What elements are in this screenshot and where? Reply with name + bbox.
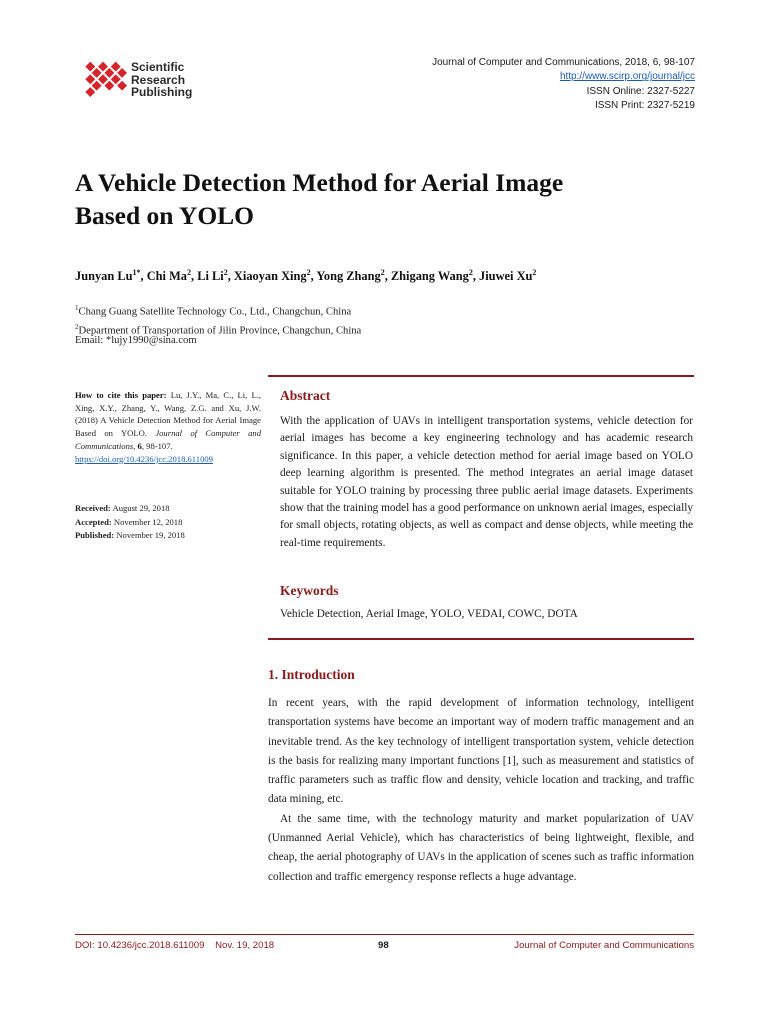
- author-affiliation-mark: 2: [532, 268, 537, 277]
- received-date: [75, 502, 185, 516]
- author-list: Junyan $Lu^{1*}$, Chi Ma$^2$, Li Li$^2$, Xiaoyan Xing$^2$, Yong Zhang$^2$, Zhigang Wang$^2$, Jiuwei Xu$^2$: [75, 268, 537, 284]
- published-date: [75, 529, 185, 543]
- cite-journal: Journal of Computer and Communications: [75, 428, 261, 451]
- journal-url-link[interactable]: http://www.scirp.org/journal/jcc: [559, 71, 695, 83]
- title-line: Based on YOLO: [75, 201, 255, 230]
- section-divider: [268, 375, 694, 377]
- published-value: November 19, 2018: [116, 530, 185, 540]
- accepted-date: [75, 516, 185, 530]
- paragraph: In recent years, with the rapid development of information technology, intelligent transportation systems have become an important way of modern traffic management and an inevitable trend. As the key technology of intelligent transportation system, vehicle detection is the basis for realizing many important functions [1], such as measurement and statistics of traffic parameters such as traffic flow and density, vehicle location and tracking, and traffic data mining, etc.: [268, 697, 694, 806]
- footer-doi-date: [75, 940, 274, 951]
- issn-print: ISSN Print: 2327-5219: [594, 100, 695, 112]
- affiliation-text: Chang Guang Satellite Technology Co., Ltd., Changchun, China: [78, 306, 352, 318]
- author-name: Xiaoyan Xing: [233, 269, 307, 284]
- author-affiliation-mark: 2: [380, 268, 385, 277]
- abstract-text: With the application of UAVs in intelligent transportation systems, vehicle detection for aerial images has become a key engineering technology and has academic research significance. In this paper, a vehicle detection method for aerial image based on YOLO deep learning algorithm is presented. The method integrates an aerial image dataset suitable for YOLO training by processing three public aerial image datasets. Experiments show that the training model has a good performance on unknown aerial images, especially for small objects, rotating objects, as well as compact and dense objects, while meeting the real-time requirements.: [280, 415, 693, 549]
- published-label: Published:: [75, 530, 115, 540]
- contact-email: Email: *lujy1990@sina.com: [75, 335, 197, 346]
- paragraph: At the same time, with the technology maturity and market popularization of UAV (Unmanned Aerial Vehicle), which has characteristics of being lightweight, flexible, and cheap, the aerial photography of UAVs in the application of scenes such as traffic information collection and traffic emergency response reflects a huge advantage.: [268, 812, 694, 883]
- doi-link[interactable]: https://doi.org/10.4236/jcc.2018.611009: [75, 453, 213, 464]
- author: [316, 269, 384, 283]
- publication-dates: [75, 502, 185, 543]
- introduction-body: [268, 694, 694, 887]
- received-label: Received:: [75, 503, 111, 513]
- cite-label: How to cite this paper:: [75, 390, 167, 400]
- author: [479, 269, 536, 283]
- keywords-heading: Keywords: [280, 583, 339, 598]
- publisher-name: [131, 61, 192, 99]
- author-name: Jiuwei Xu: [479, 269, 533, 284]
- section-divider: [268, 638, 694, 640]
- accepted-label: Accepted:: [75, 516, 112, 527]
- page-number: 98: [378, 940, 389, 951]
- how-to-cite: How to cite this paper: Lu, J.Y., Ma, C., Li, L., Xing, X.Y., Zhang, Y., Wang, Z.G. and Xu, J.W. (2018) A Vehicle Detection Method for Aerial Image Based on YOLO. Journal of Computer and Communications, 6, 98-107. https://doi.org/10.4236/jcc.2018.611009: [75, 390, 261, 464]
- journal-citation: Journal of Computer and Communications, 2018, 6, 98-107: [432, 57, 695, 68]
- author-affiliation-mark: 2: [223, 268, 228, 277]
- author-affiliation-mark: 2: [468, 268, 473, 277]
- author: [234, 269, 311, 283]
- author-name: Li Li: [197, 269, 224, 284]
- author: [391, 269, 473, 283]
- author-name: Zhigang Wang: [390, 269, 469, 284]
- author-affiliation-mark: 2: [187, 268, 191, 277]
- author-affiliation-mark: 1*: [132, 268, 141, 277]
- cite-pages: , 98-107.: [141, 440, 173, 451]
- footer-doi: DOI: 10.4236/jcc.2018.611009: [75, 940, 205, 951]
- paper-title: [75, 166, 695, 232]
- affiliation-list: [75, 301, 361, 339]
- publisher-line: Publishing: [131, 85, 193, 99]
- cite-volume: 6: [137, 440, 142, 451]
- author-name: Yong Zhang: [316, 269, 381, 284]
- publisher-line: Research: [131, 72, 186, 87]
- received-value: August 29, 2018: [112, 503, 170, 513]
- accepted-value: November 12, 2018: [113, 516, 183, 527]
- footer-journal: Journal of Computer and Communications: [514, 940, 694, 951]
- author-affiliation-mark: 2: [306, 268, 311, 277]
- author-name: Junyan Lu: [75, 269, 133, 284]
- abstract-heading: Abstract: [280, 388, 331, 403]
- author: [75, 269, 141, 283]
- affiliation-text: Department of Transportation of Jilin Province, Changchun, China: [78, 325, 362, 337]
- author: [147, 269, 191, 283]
- publisher-line: Scientific: [131, 60, 185, 74]
- affiliation-mark: 2: [75, 323, 79, 332]
- cite-text: Lu, J.Y., Ma, C., Li, L., Xing, X.Y., Zhang, Y., Wang, Z.G. and Xu, J.W. (2018) A Vehicle Detection Method for Aerial Image Based on YOLO.: [75, 390, 261, 439]
- journal-meta: [432, 56, 695, 114]
- title-line: A Vehicle Detection Method for Aerial Image: [75, 168, 564, 197]
- author-name: Chi Ma: [146, 269, 187, 284]
- keywords-text: Vehicle Detection, Aerial Image, YOLO, VEDAI, COWC, DOTA: [280, 608, 578, 620]
- footer-divider: [75, 934, 694, 935]
- affiliation-mark: 1: [75, 304, 79, 312]
- issn-online: ISSN Online: 2327-5227: [586, 85, 695, 97]
- footer-date: Nov. 19, 2018: [215, 940, 275, 951]
- introduction-heading: 1. Introduction: [268, 667, 355, 682]
- author: [197, 269, 228, 283]
- affiliation: [75, 301, 361, 320]
